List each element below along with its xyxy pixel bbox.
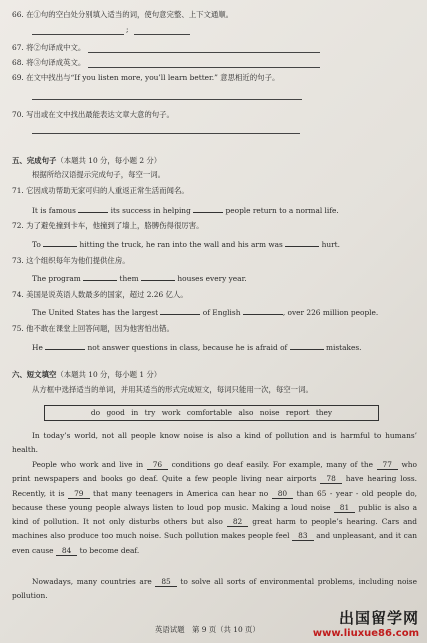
- answer-line: [32, 34, 124, 35]
- sentence-part: The United States has the largest: [32, 308, 159, 317]
- question-chinese: 它因成功帮助无家可归的人重返正常生活而闻名。: [26, 186, 189, 195]
- answer-80[interactable]: 80: [272, 489, 293, 499]
- word-option: also: [238, 408, 254, 417]
- passage-text: to solve all sorts of environmental problems, including noise pollution.: [12, 577, 417, 601]
- answer-76[interactable]: 76: [147, 460, 168, 470]
- question-number: 70.: [12, 110, 24, 119]
- sentence-part: It is famous: [32, 206, 76, 215]
- answer-line: [32, 133, 300, 134]
- section-title: 六、短文填空: [12, 370, 57, 379]
- blank[interactable]: [83, 272, 117, 281]
- word-option: report: [285, 408, 310, 417]
- instruction-text: 从方框中选择适当的单词，并用其适当的形式完成短文，每词只能用一次，每空一词。: [32, 385, 313, 394]
- answer-77[interactable]: 77: [377, 460, 398, 470]
- instruction-text: 根据所给汉语提示完成句子，每空一词。: [32, 170, 166, 179]
- sentence-part: people return to a normal life.: [225, 206, 339, 215]
- passage-text: have hearing loss. Recently, it is: [12, 474, 417, 498]
- sentence-part: To: [32, 240, 41, 249]
- passage-text: Nowadays, many countries are: [32, 577, 152, 586]
- blank[interactable]: [78, 204, 108, 213]
- question-number: 72.: [12, 221, 24, 230]
- question-text: 在文中找出与“If you listen more, you’ll learn better.” 意思相近的句子。: [26, 73, 280, 82]
- question-text: 在①句的空白处分别填入适当的词，使句意完整、上下文通顺。: [26, 10, 234, 19]
- passage-text: than 65 - year - old people do, because these young people always listen to loud pop music. Making a loud noise: [12, 488, 418, 512]
- blank[interactable]: [285, 238, 319, 247]
- question-number: 73.: [12, 256, 24, 265]
- sentence-part: mistakes.: [325, 343, 362, 352]
- question-chinese: 这个组织每年为他们提供住房。: [26, 256, 130, 265]
- passage-text: who print newspapers and books go deaf. Quite a few people living near airports: [12, 460, 417, 484]
- passage-text: that many teenagers in America can hear no: [93, 488, 269, 498]
- word-option: good: [106, 408, 125, 417]
- question-number: 69.: [12, 73, 24, 82]
- passage-text: and unpleasant, and it can even cause: [12, 531, 417, 555]
- passage-text: conditions go deaf easily. For example, many of the: [171, 460, 373, 469]
- question-number: 68.: [12, 58, 24, 67]
- blank[interactable]: [160, 306, 200, 315]
- blank[interactable]: [43, 238, 77, 247]
- sentence-part: , over 226 million people.: [282, 308, 379, 317]
- answer-line: [88, 52, 320, 53]
- passage-paragraph-3: [12, 575, 417, 604]
- sentence-part: He: [32, 343, 43, 352]
- word-option: try: [144, 408, 156, 417]
- question-number: 66.: [12, 10, 24, 19]
- blank[interactable]: [141, 272, 175, 281]
- sentence-part: of English: [202, 308, 241, 317]
- word-option: comfortable: [186, 408, 233, 417]
- passage-text: public is also a kind of pollution. It not only disturbs others but also: [12, 502, 417, 527]
- sentence-part: hurt.: [321, 240, 340, 249]
- answer-line: [32, 99, 302, 100]
- watermark-name: 出国留学网: [338, 609, 419, 627]
- separator: ;: [126, 25, 129, 34]
- answer-84[interactable]: 84: [56, 546, 77, 556]
- passage-paragraph-2: [12, 458, 417, 558]
- watermark-url: www.liuxue86.com: [312, 628, 419, 639]
- word-option: do: [90, 408, 101, 417]
- section-scoring: （本题共 10 分，每小题 2 分）: [56, 156, 162, 165]
- passage-paragraph-1: In today’s world, not all people know noise is also a kind of pollution and is harmful to humans’ health.: [12, 431, 417, 455]
- word-option: work: [161, 408, 181, 417]
- page-footer: 英语试题 第 9 页（共 10 页）: [155, 625, 260, 634]
- question-number: 74.: [12, 290, 24, 299]
- answer-81[interactable]: 81: [334, 503, 355, 513]
- answer-79[interactable]: 79: [68, 489, 89, 499]
- blank[interactable]: [290, 341, 324, 350]
- word-box: [44, 405, 379, 421]
- passage-text: great harm to people’s hearing. Cars and machines also produce too much noise. Such pollution makes people feel: [12, 517, 418, 541]
- sentence-part: not answer questions in class, because he is afraid of: [87, 343, 288, 352]
- passage-text: People who work and live in: [32, 460, 144, 469]
- answer-83[interactable]: 83: [292, 531, 313, 541]
- question-number: 71.: [12, 186, 24, 195]
- word-option: in: [131, 408, 139, 417]
- answer-line: [134, 34, 190, 35]
- sentence-part: The program: [32, 274, 81, 283]
- question-number: 67.: [12, 43, 24, 52]
- question-chinese: 为了避免撞到卡车，他撞到了墙上，胳膊伤得很厉害。: [26, 221, 204, 230]
- question-text: 写出或在文中找出最能表达文章大意的句子。: [26, 110, 174, 119]
- blank[interactable]: [45, 341, 85, 350]
- question-number: 75.: [12, 324, 24, 333]
- sentence-part: houses every year.: [177, 274, 247, 283]
- passage-text: to become deaf.: [79, 545, 140, 555]
- sentence-part: them: [119, 274, 139, 283]
- question-chinese: 他不敢在课堂上回答问题，因为他害怕出错。: [26, 324, 174, 333]
- answer-82[interactable]: 82: [227, 517, 248, 527]
- section-title: 五、完成句子: [12, 156, 57, 165]
- answer-85[interactable]: 85: [155, 577, 176, 587]
- word-option: they: [315, 408, 333, 417]
- section-scoring: （本题共 10 分，每小题 1 分）: [56, 370, 162, 379]
- blank[interactable]: [193, 204, 223, 213]
- answer-78[interactable]: 78: [320, 474, 341, 484]
- question-text: 将③句译成英文。: [26, 58, 86, 67]
- sentence-part: hitting the truck, he ran into the wall and his arm was: [79, 240, 283, 249]
- sentence-part: its success in helping: [110, 206, 191, 215]
- site-watermark-logo: [313, 607, 419, 639]
- question-text: 将②句译成中文。: [26, 43, 86, 52]
- word-option: noise: [259, 408, 280, 417]
- question-chinese: 美国是说英语人数最多的国家，超过 2.26 亿人。: [26, 290, 188, 299]
- blank[interactable]: [243, 306, 283, 315]
- answer-line: [88, 67, 320, 68]
